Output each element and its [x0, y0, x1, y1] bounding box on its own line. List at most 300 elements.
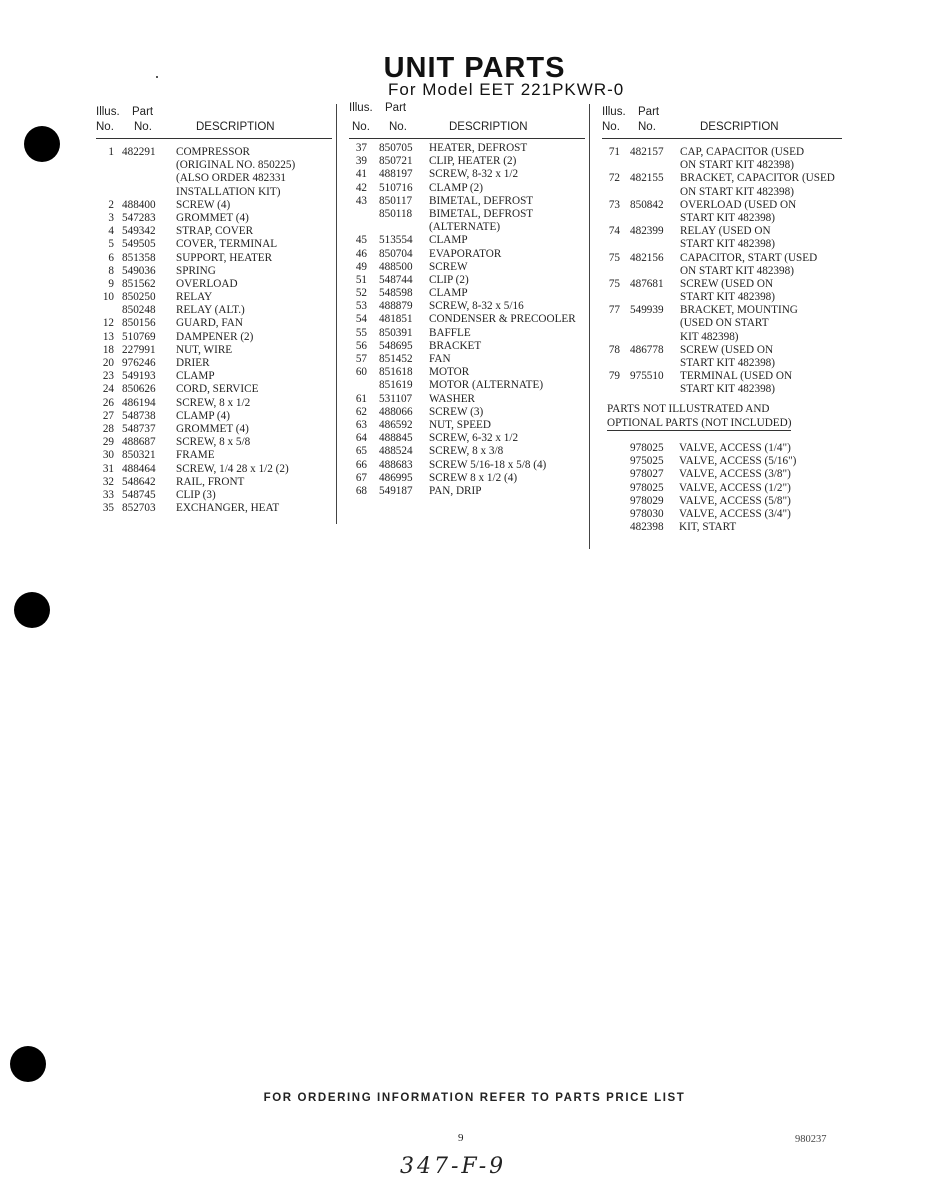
- column-header: [96, 106, 332, 138]
- table-row: [349, 366, 585, 379]
- part-number: 850705: [379, 142, 413, 154]
- part-number: 852703: [122, 502, 156, 515]
- header-illus: Illus.: [602, 106, 626, 118]
- part-description: CAPACITOR, START (USED: [680, 251, 818, 264]
- illus-number: 74: [608, 225, 620, 238]
- part-description: VALVE, ACCESS (1/2"): [679, 481, 791, 494]
- illus-number: 60: [355, 366, 367, 379]
- table-row: [349, 472, 585, 485]
- table-row: [96, 357, 332, 370]
- illus-number: 73: [608, 198, 620, 211]
- part-description: KIT, START: [679, 521, 737, 534]
- table-row: [602, 199, 842, 212]
- illus-number: 77: [608, 304, 620, 317]
- illus-number: 23: [102, 370, 114, 383]
- part-description: START KIT 482398): [680, 238, 775, 251]
- part-description: BIMETAL, DEFROST: [429, 194, 534, 207]
- illus-number: 67: [355, 471, 367, 484]
- illus-number: 79: [608, 370, 620, 383]
- table-row: [96, 186, 332, 199]
- table-row: [349, 459, 585, 472]
- parts-list: [602, 146, 842, 397]
- part-description: FRAME: [176, 449, 215, 462]
- table-row: [602, 304, 842, 317]
- not-illustrated-heading-line-2: OPTIONAL PARTS (NOT INCLUDED): [607, 417, 791, 432]
- table-row: [349, 234, 585, 247]
- part-description: HEATER, DEFROST: [429, 142, 528, 154]
- part-description: TERMINAL (USED ON: [680, 370, 793, 383]
- part-description: START KIT 482398): [680, 211, 775, 224]
- table-row: [349, 393, 585, 406]
- illus-number: 66: [355, 458, 367, 471]
- illus-number: 43: [355, 194, 367, 207]
- parts-column-1: [96, 106, 332, 515]
- part-description: SCREW, 8-32 x 5/16: [429, 300, 524, 313]
- part-description: ON START KIT 482398): [680, 264, 794, 277]
- part-number: 850721: [379, 155, 413, 168]
- illus-number: 24: [102, 383, 114, 396]
- illus-number: 30: [102, 449, 114, 462]
- table-row: [96, 436, 332, 449]
- header-part: Part: [638, 106, 660, 118]
- illus-number: 28: [102, 422, 114, 435]
- part-description: RELAY (USED ON: [680, 225, 771, 238]
- part-description: SCREW: [429, 260, 468, 273]
- illus-number: 49: [355, 260, 367, 273]
- part-description: ON START KIT 482398): [680, 159, 794, 172]
- table-row: [602, 186, 842, 199]
- part-number: 549505: [122, 238, 156, 251]
- part-number: 548642: [122, 475, 156, 488]
- part-description: WASHER: [429, 392, 475, 405]
- table-row: [96, 146, 332, 159]
- table-row: [349, 248, 585, 261]
- parts-column-3: [602, 106, 842, 397]
- part-number: 549036: [122, 264, 156, 277]
- part-description: SCREW 5/16-18 x 5/8 (4): [429, 458, 547, 471]
- part-description: SCREW (USED ON: [680, 343, 774, 356]
- part-number: 549187: [379, 484, 413, 497]
- part-description: COMPRESSOR: [176, 146, 250, 158]
- table-row: [602, 344, 842, 357]
- table-row: [96, 159, 332, 172]
- table-row: [349, 221, 585, 234]
- part-number: 548598: [379, 287, 413, 300]
- illus-number: 1: [108, 146, 114, 158]
- ordering-footer: FOR ORDERING INFORMATION REFER TO PARTS PRICE LIST: [263, 1092, 686, 1104]
- table-row: [96, 265, 332, 278]
- column-header: [349, 102, 585, 138]
- binder-hole-top: [24, 126, 60, 162]
- part-number: 548744: [379, 273, 413, 286]
- illus-number: 8: [108, 264, 114, 277]
- part-description: CLIP (3): [176, 488, 216, 501]
- table-row: [349, 485, 585, 498]
- part-number: 513554: [379, 234, 413, 247]
- table-row: [349, 432, 585, 445]
- part-number: 850117: [379, 194, 413, 207]
- illus-number: 72: [608, 172, 620, 185]
- part-number: 850248: [122, 304, 156, 317]
- part-number: 488400: [122, 198, 156, 211]
- illus-number: 13: [102, 330, 114, 343]
- not-illustrated-heading: [607, 403, 791, 431]
- table-row: [602, 212, 842, 225]
- header-part: Part: [385, 102, 407, 114]
- part-description: MOTOR (ALTERNATE): [429, 379, 544, 392]
- illus-number: 37: [355, 142, 367, 154]
- table-row: [602, 383, 842, 396]
- table-row: [96, 252, 332, 265]
- table-row: [96, 199, 332, 212]
- illus-number: 63: [355, 418, 367, 431]
- part-description: START KIT 482398): [680, 383, 775, 396]
- column-divider-1: [336, 104, 337, 524]
- illus-number: 41: [355, 168, 367, 181]
- part-number: 482291: [122, 146, 156, 158]
- page-title: UNIT PARTS: [383, 52, 566, 84]
- table-row: [96, 410, 332, 423]
- part-description: GUARD, FAN: [176, 317, 243, 330]
- table-row: [349, 182, 585, 195]
- header-part-no: No.: [134, 121, 152, 133]
- illus-number: 46: [355, 247, 367, 260]
- illus-number: 75: [608, 277, 620, 290]
- table-row: [96, 397, 332, 410]
- illus-number: 52: [355, 287, 367, 300]
- parts-column-2: [349, 102, 585, 498]
- part-description: VALVE, ACCESS (3/8"): [679, 468, 791, 481]
- part-number: 851452: [379, 353, 413, 365]
- page-number: 9: [458, 1132, 464, 1144]
- part-number: 850842: [630, 198, 664, 211]
- part-description: MOTOR: [429, 366, 470, 379]
- illus-number: 4: [108, 225, 114, 238]
- table-row: [96, 212, 332, 225]
- illus-number: 33: [102, 488, 114, 501]
- illus-number: 6: [108, 251, 114, 264]
- part-description: OVERLOAD: [176, 277, 238, 290]
- header-part: Part: [132, 106, 154, 118]
- table-row: [349, 445, 585, 458]
- illus-number: 5: [108, 238, 114, 251]
- part-description: SUPPORT, HEATER: [176, 251, 273, 264]
- part-description: RELAY: [176, 291, 213, 304]
- part-number: 488524: [379, 445, 413, 458]
- part-description: (USED ON START: [680, 317, 769, 330]
- part-number: 850250: [122, 291, 156, 304]
- part-number: 978027: [630, 468, 664, 481]
- table-row: [349, 327, 585, 340]
- part-description: VALVE, ACCESS (3/4"): [679, 507, 791, 520]
- table-row: [602, 238, 842, 251]
- part-number: 975510: [630, 370, 664, 383]
- header-part-no: No.: [638, 121, 656, 133]
- illus-number: 10: [102, 291, 114, 304]
- parts-list: [96, 146, 332, 515]
- part-number: 976246: [122, 357, 156, 369]
- illus-number: 20: [102, 357, 114, 369]
- header-illus: Illus.: [349, 102, 373, 114]
- part-description: CLIP, HEATER (2): [429, 155, 517, 168]
- part-description: (ALTERNATE): [429, 221, 501, 234]
- table-row: [349, 142, 585, 155]
- part-number: 549342: [122, 225, 156, 238]
- part-number: 488500: [379, 260, 413, 273]
- part-number: 851618: [379, 366, 413, 379]
- part-description: CLIP (2): [429, 273, 469, 286]
- part-number: 482157: [630, 146, 664, 158]
- part-number: 482398: [630, 521, 664, 534]
- part-description: NUT, WIRE: [176, 343, 233, 356]
- illus-number: 12: [102, 317, 114, 330]
- table-row: [96, 449, 332, 462]
- part-description: NUT, SPEED: [429, 418, 491, 431]
- part-description: GROMMET (4): [176, 422, 249, 435]
- part-description: BAFFLE: [429, 326, 471, 339]
- column-divider-2: [589, 104, 590, 549]
- part-number: 978025: [630, 481, 664, 494]
- part-description: (ORIGINAL NO. 850225): [176, 159, 296, 172]
- illus-number: 65: [355, 445, 367, 458]
- part-description: VALVE, ACCESS (5/8"): [679, 494, 791, 507]
- part-number: 851562: [122, 277, 156, 290]
- part-number: 548738: [122, 409, 156, 422]
- part-description: SCREW, 6-32 x 1/2: [429, 432, 519, 445]
- header-illus-no: No.: [352, 121, 370, 133]
- table-row: [96, 291, 332, 304]
- part-number: 510716: [379, 181, 413, 194]
- part-number: 978029: [630, 494, 664, 507]
- illus-number: 62: [355, 405, 367, 418]
- page-subtitle: For Model EET 221PKWR-0: [388, 80, 625, 99]
- part-description: FAN: [429, 353, 451, 365]
- table-row: [96, 278, 332, 291]
- part-description: SCREW (3): [429, 405, 484, 418]
- part-description: CLAMP (4): [176, 409, 230, 422]
- illus-number: 32: [102, 475, 114, 488]
- illus-number: 35: [102, 502, 114, 515]
- illus-number: 54: [355, 313, 367, 326]
- table-row: [602, 317, 842, 330]
- header-description: DESCRIPTION: [700, 121, 779, 133]
- part-number: 548745: [122, 488, 156, 501]
- illus-number: 75: [608, 251, 620, 264]
- part-description: VALVE, ACCESS (5/16"): [679, 455, 797, 468]
- part-description: SCREW, 8 x 3/8: [429, 445, 504, 458]
- part-number: 486995: [379, 471, 413, 484]
- illus-number: 18: [102, 343, 114, 356]
- part-number: 488683: [379, 458, 413, 471]
- part-number: 547283: [122, 211, 156, 224]
- part-description: BRACKET, CAPACITOR (USED: [680, 172, 835, 185]
- part-description: KIT 482398): [680, 330, 739, 343]
- table-row: [349, 155, 585, 168]
- table-row: [349, 208, 585, 221]
- table-row: [96, 304, 332, 317]
- part-number: 850626: [122, 383, 156, 396]
- part-description: CLAMP: [429, 234, 468, 247]
- part-description: SCREW, 8 x 5/8: [176, 436, 251, 449]
- part-number: 978030: [630, 507, 664, 520]
- part-description: SCREW, 1/4 28 x 1/2 (2): [176, 462, 289, 475]
- part-number: 850156: [122, 317, 156, 330]
- table-row: [96, 172, 332, 185]
- table-row: [602, 159, 842, 172]
- parts-list: [349, 142, 585, 498]
- table-row: [96, 463, 332, 476]
- part-number: 227991: [122, 343, 156, 356]
- part-description: CLAMP: [429, 287, 468, 300]
- part-number: 850118: [379, 207, 413, 220]
- illus-number: 51: [355, 273, 367, 286]
- part-number: 486194: [122, 396, 156, 409]
- header-part-no: No.: [389, 121, 407, 133]
- table-row: [602, 225, 842, 238]
- part-number: 482155: [630, 172, 664, 185]
- illus-number: 27: [102, 409, 114, 422]
- not-illustrated-heading-line-1: PARTS NOT ILLUSTRATED AND: [607, 403, 770, 415]
- table-row: [602, 172, 842, 185]
- part-description: BIMETAL, DEFROST: [429, 207, 534, 220]
- table-row: [96, 489, 332, 502]
- table-row: [96, 317, 332, 330]
- part-description: RAIL, FRONT: [176, 475, 245, 488]
- part-description: EVAPORATOR: [429, 247, 502, 260]
- part-number: 850321: [122, 449, 156, 462]
- part-number: 850391: [379, 326, 413, 339]
- part-description: BRACKET: [429, 339, 482, 352]
- illus-number: 31: [102, 462, 114, 475]
- illus-number: 64: [355, 432, 367, 445]
- table-row: [349, 340, 585, 353]
- table-row: [602, 357, 842, 370]
- illus-number: 2: [108, 198, 114, 211]
- part-description: ON START KIT 482398): [680, 185, 794, 198]
- part-number: 975025: [630, 455, 664, 468]
- illus-number: 29: [102, 436, 114, 449]
- part-description: DAMPENER (2): [176, 330, 254, 343]
- part-number: 488687: [122, 436, 156, 449]
- part-description: CORD, SERVICE: [176, 383, 259, 396]
- part-number: 488879: [379, 300, 413, 313]
- part-number: 486778: [630, 343, 664, 356]
- table-row: [96, 238, 332, 251]
- document-code: 980237: [795, 1134, 827, 1145]
- illus-number: 39: [355, 155, 367, 168]
- table-row: [96, 502, 332, 515]
- illus-number: 3: [108, 211, 114, 224]
- table-row: [349, 195, 585, 208]
- part-description: CLAMP (2): [429, 181, 483, 194]
- part-number: 486592: [379, 418, 413, 431]
- table-row: [349, 261, 585, 274]
- illus-number: 53: [355, 300, 367, 313]
- part-number: 487681: [630, 277, 664, 290]
- table-row: [349, 313, 585, 326]
- table-row: [349, 300, 585, 313]
- part-number: 482399: [630, 225, 664, 238]
- header-illus: Illus.: [96, 106, 120, 118]
- table-row: [96, 476, 332, 489]
- illus-number: 78: [608, 343, 620, 356]
- header-description: DESCRIPTION: [449, 121, 528, 133]
- table-row: [602, 370, 842, 383]
- illus-number: 56: [355, 339, 367, 352]
- part-description: INSTALLATION KIT): [176, 185, 281, 198]
- part-description: BRACKET, MOUNTING: [680, 304, 798, 317]
- part-description: SPRING: [176, 264, 216, 277]
- part-description: SCREW, 8 x 1/2: [176, 396, 251, 409]
- part-description: CONDENSER & PRECOOLER: [429, 313, 576, 326]
- part-description: OVERLOAD (USED ON: [680, 198, 797, 211]
- part-number: 488845: [379, 432, 413, 445]
- header-illus-no: No.: [96, 121, 114, 133]
- part-number: 548737: [122, 422, 156, 435]
- part-description: COVER, TERMINAL: [176, 238, 278, 251]
- table-row: [602, 291, 842, 304]
- illus-number: 61: [355, 392, 367, 405]
- illus-number: 71: [608, 146, 620, 158]
- part-description: GROMMET (4): [176, 211, 249, 224]
- table-row: [602, 278, 842, 291]
- part-number: 481851: [379, 313, 413, 326]
- binder-hole-bottom: [10, 1046, 46, 1082]
- table-row: [96, 344, 332, 357]
- header-description: DESCRIPTION: [196, 121, 275, 133]
- table-row: [349, 287, 585, 300]
- table-row: [96, 331, 332, 344]
- part-description: (ALSO ORDER 482331: [176, 172, 287, 185]
- part-description: CLAMP: [176, 370, 215, 383]
- part-description: SCREW (USED ON: [680, 277, 774, 290]
- table-row: [349, 419, 585, 432]
- part-number: 488066: [379, 405, 413, 418]
- table-row: [602, 265, 842, 278]
- table-row: [349, 379, 585, 392]
- part-description: SCREW 8 x 1/2 (4): [429, 471, 518, 484]
- illus-number: 9: [108, 277, 114, 290]
- part-number: 510769: [122, 330, 156, 343]
- part-number: 549193: [122, 370, 156, 383]
- table-row: [96, 370, 332, 383]
- handwritten-note: 347-F-9: [400, 1154, 507, 1179]
- illus-number: 55: [355, 326, 367, 339]
- part-number: 548695: [379, 339, 413, 352]
- part-number: 549939: [630, 304, 664, 317]
- part-description: PAN, DRIP: [429, 484, 482, 497]
- part-description: SCREW (4): [176, 198, 231, 211]
- part-description: DRIER: [176, 357, 210, 369]
- part-description: CAP, CAPACITOR (USED: [680, 146, 805, 158]
- illus-number: 57: [355, 353, 367, 365]
- table-row: [349, 353, 585, 366]
- part-description: VALVE, ACCESS (1/4"): [679, 442, 791, 454]
- illus-number: 42: [355, 181, 367, 194]
- illus-number: 26: [102, 396, 114, 409]
- part-description: START KIT 482398): [680, 291, 775, 304]
- part-number: 850704: [379, 247, 413, 260]
- part-number: 488464: [122, 462, 156, 475]
- part-number: 978025: [630, 442, 664, 454]
- part-number: 531107: [379, 392, 413, 405]
- table-row: [602, 331, 842, 344]
- part-number: 851358: [122, 251, 156, 264]
- part-description: STRAP, COVER: [176, 225, 254, 238]
- illus-number: 68: [355, 484, 367, 497]
- part-description: RELAY (ALT.): [176, 304, 245, 317]
- part-description: START KIT 482398): [680, 357, 775, 369]
